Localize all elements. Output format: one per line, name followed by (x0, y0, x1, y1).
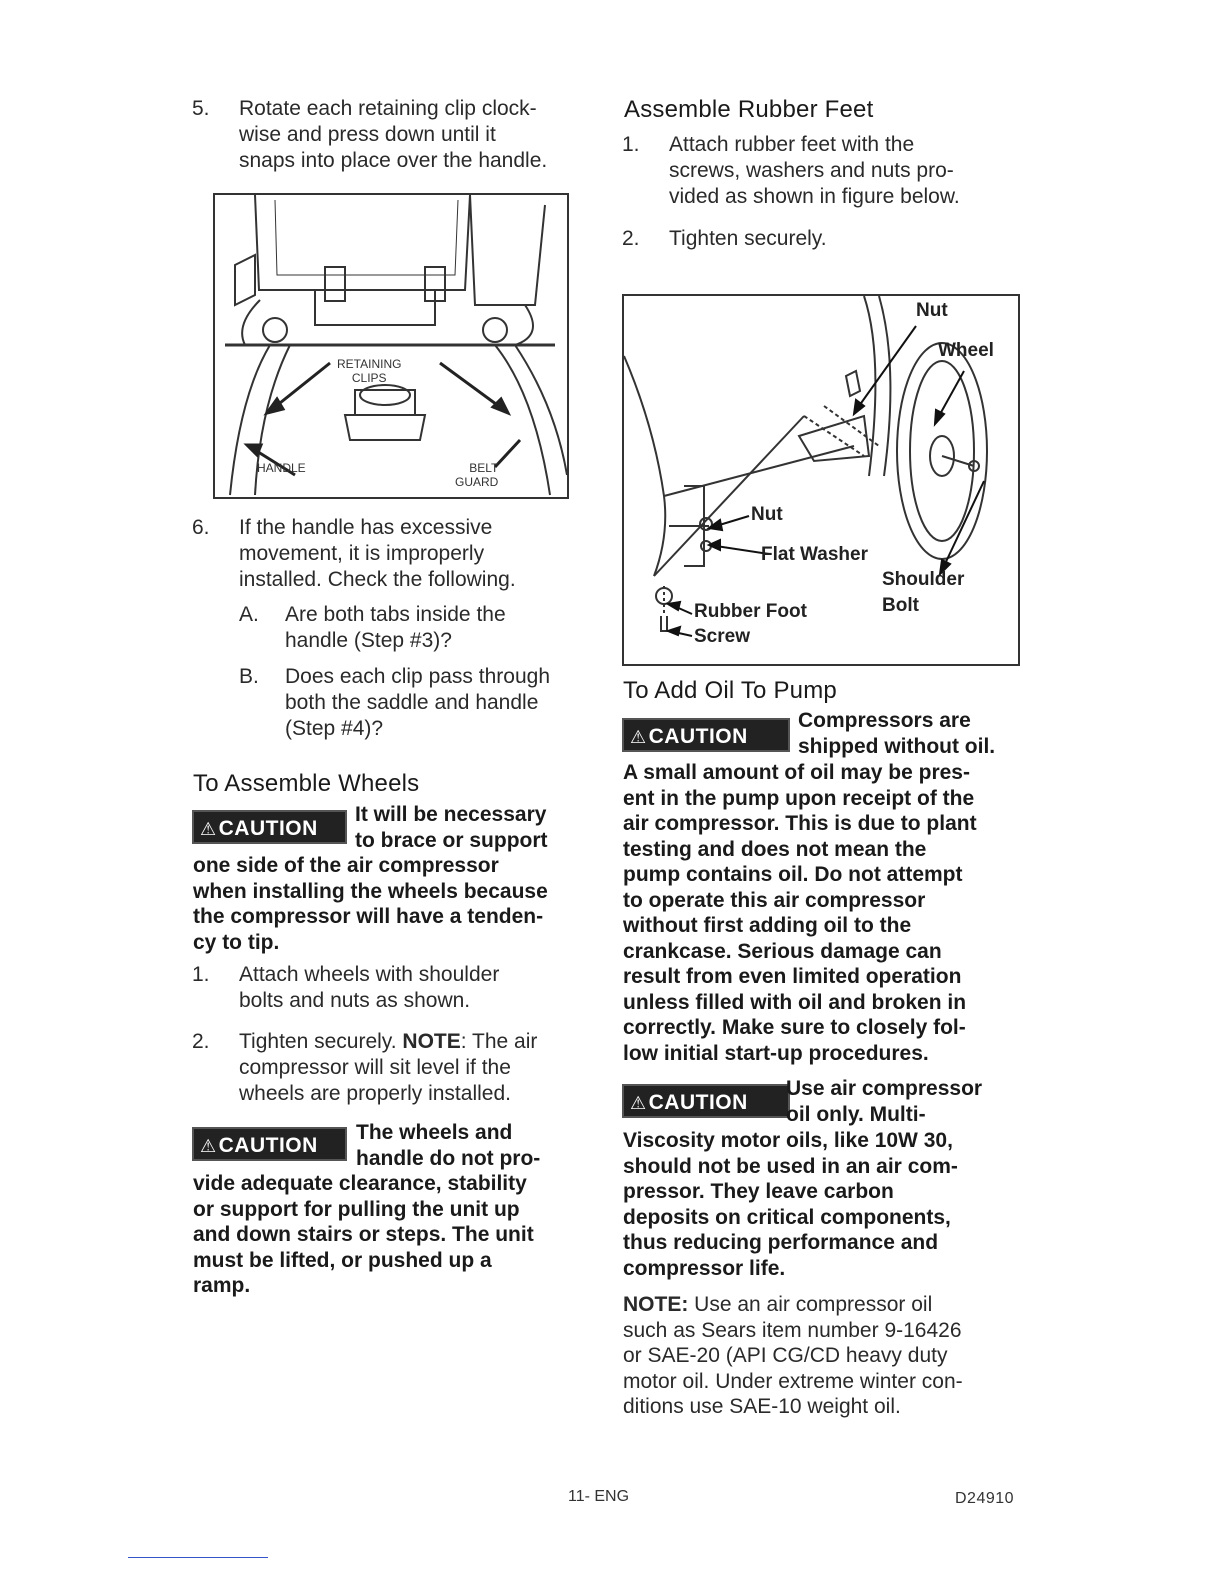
step-text: Are both tabs inside the handle (Step #3)? (285, 603, 506, 652)
caution-body: A small amount of oil may be pres- ent in the pump upon receipt of the air compressor. This is due to plant testing and does not mean the pump contains oil. Do not attempt to operate this air compressor without first adding oil to the crankcase. Serious damage can result from even limited operation unless filled with oil and broken in correctly. Make sure to closely fol- low initial start-up procedures. (623, 761, 977, 1065)
step-number: 5. (192, 97, 210, 120)
caution-lead: Use air compressor oil only. Multi- (786, 1077, 983, 1126)
step-text: Attach rubber feet with the screws, washers and nuts pro- vided as shown in figure below. (669, 133, 960, 208)
caution-lead: The wheels and handle do not pro- (356, 1121, 541, 1170)
handle-clip-figure (213, 193, 569, 499)
caution-badge: ⚠CAUTION (192, 810, 347, 844)
caution-body: vide adequate clearance, stability or support for pulling the unit up and down stairs or steps. The unit must be lifted, or pushed up a ramp. (193, 1172, 534, 1297)
assemble-wheels-heading: To Assemble Wheels (193, 770, 420, 797)
step-number: 2. (192, 1030, 210, 1053)
rubber-foot-label: Rubber Foot (694, 601, 807, 622)
bottom-rule (128, 1557, 268, 1558)
note-label: NOTE (402, 1030, 461, 1053)
handle-label: HANDLE (257, 461, 306, 475)
step-text: Tighten securely. NOTE: The air compressor will sit level if the wheels are properly installed. (239, 1030, 538, 1105)
wheel-feet-figure (622, 294, 1020, 666)
caution-badge: ⚠CAUTION (192, 1127, 347, 1161)
caution-lead: It will be necessary to brace or support (355, 803, 548, 852)
page-number: 11- ENG (568, 1488, 630, 1505)
note-label: NOTE: (623, 1293, 689, 1316)
retaining-clips-label: RETAINING CLIPS (337, 357, 402, 385)
step-number: 1. (622, 133, 640, 156)
step-text: Attach wheels with shoulder bolts and nuts as shown. (239, 963, 500, 1012)
nut-label: Nut (751, 504, 783, 525)
caution-badge: ⚠CAUTION (622, 718, 790, 752)
step-text: If the handle has excessive movement, it is improperly installed. Check the following. (239, 516, 516, 591)
screw-label: Screw (694, 626, 750, 647)
add-oil-heading: To Add Oil To Pump (623, 677, 837, 704)
warning-triangle-icon: ⚠ (630, 727, 647, 747)
step-number: 2. (622, 227, 640, 250)
wheel-label: Wheel (938, 340, 994, 361)
handle-clip-illustration (215, 195, 567, 497)
step-number: 6. (192, 516, 210, 539)
caution-lead: Compressors are shipped without oil. (798, 709, 996, 758)
document-code: D24910 (955, 1490, 1015, 1507)
flat-washer-label: Flat Washer (761, 544, 868, 565)
oil-note: NOTE: Use an air compressor oil such as Sears item number 9-16426 or SAE-20 (API CG/CD heavy duty motor oil. Under extreme winter con- ditions use SAE-10 weight oil. (623, 1293, 963, 1418)
shoulder-bolt-label: Shoulder Bolt (882, 569, 965, 616)
belt-guard-label: BELT GUARD (455, 461, 499, 489)
step-text: Rotate each retaining clip clock- wise and press down until it snaps into place over the handle. (239, 97, 548, 172)
caution-body: Viscosity motor oils, like 10W 30, should not be used in an air com- pressor. They leave carbon deposits on critical components, thus reducing performance and compressor life. (623, 1129, 958, 1280)
step-letter: B. (239, 665, 259, 688)
nut-top-label: Nut (916, 300, 948, 321)
caution-body: one side of the air compressor when installing the wheels because the compressor will have a tenden- cy to tip. (193, 854, 548, 954)
step-letter: A. (239, 603, 259, 626)
warning-triangle-icon: ⚠ (630, 1093, 647, 1113)
caution-badge: ⚠CAUTION (622, 1084, 790, 1118)
step-number: 1. (192, 963, 210, 986)
warning-triangle-icon: ⚠ (200, 1136, 217, 1156)
assemble-rubber-feet-heading: Assemble Rubber Feet (624, 96, 874, 123)
step-text: Tighten securely. (669, 227, 827, 250)
step-text: Does each clip pass through both the saddle and handle (Step #4)? (285, 665, 550, 740)
warning-triangle-icon: ⚠ (200, 819, 217, 839)
